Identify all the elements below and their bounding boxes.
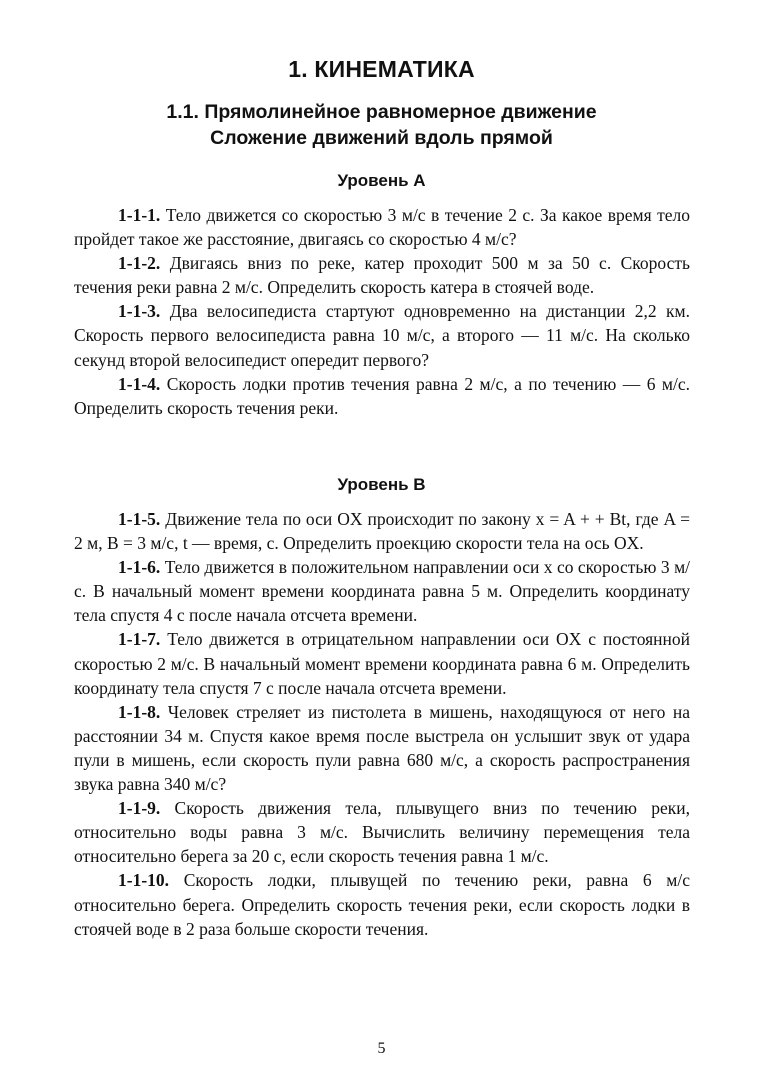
problem-text: Двигаясь вниз по реке, катер проходит 500 м за 50 с. Скорость течения реки равна 2 м/с. Определить скорость катера в стоячей воде. — [74, 253, 690, 298]
page-number: 5 — [377, 1040, 386, 1057]
problem-item — [74, 700, 690, 796]
problem-number: 1-1-2. — [118, 253, 161, 274]
problem-item — [74, 507, 690, 555]
problem-text: Скорость лодки против течения равна 2 м/с, а по течению — 6 м/с. Определить скорость течения реки. — [74, 373, 690, 418]
problem-text: Тело движется со скоростью 3 м/с в течение 2 с. За какое время тело пройдет такое же расстояние, двигаясь со скоростью 4 м/с? — [74, 205, 690, 250]
problem-item — [74, 372, 690, 420]
problem-item — [74, 868, 690, 940]
problem-number: 1-1-5. — [118, 509, 161, 529]
problem-item — [74, 203, 690, 251]
problem-text: Движение тела по оси OX происходит по закону x = A + + Bt, где A = 2 м, B = 3 м/с, t — время, с. Определить проекцию скорости тела на ось OX. — [74, 509, 690, 554]
section-title — [0, 99, 763, 151]
problem-item — [74, 555, 690, 627]
problem-text: Скорость движения тела, плывущего вниз по течению реки, относительно воды равна 3 м/с. Вычислить величину перемещения тела относительно берега за 20 с, если скорость течения равна 1 м/с. — [74, 798, 690, 867]
problem-text: Тело движется в положительном направлении оси x со скоростью 3 м/с. В начальный момент времени координата равна 5 м. Определить координату тела спустя 4 с после начала отсчета времени. — [74, 557, 691, 626]
level-a-heading: Уровень A — [337, 171, 426, 190]
problem-item — [74, 627, 690, 699]
problem-number: 1-1-9. — [118, 798, 161, 819]
problem-number: 1-1-1. — [118, 205, 161, 225]
level-b-problems — [74, 507, 690, 941]
problem-item — [74, 299, 690, 371]
level-a-problems — [74, 203, 690, 420]
problem-number: 1-1-4. — [118, 373, 161, 394]
level-b-heading: Уровень B — [337, 475, 426, 494]
section-title-line-1: 1.1. Прямолинейное равномерное движение — [166, 101, 597, 123]
problem-number: 1-1-8. — [118, 701, 161, 722]
problem-number: 1-1-6. — [118, 557, 161, 578]
problem-item — [74, 796, 690, 868]
problem-text: Два велосипедиста стартуют одновременно на дистанции 2,2 км. Скорость первого велосипедиста равна 10 м/с, а второго — 11 м/с. На сколько секунд второй велосипедист опередит первого? — [74, 301, 691, 370]
problem-item — [74, 251, 690, 299]
problem-number: 1-1-10. — [118, 870, 170, 891]
section-title-line-2: Сложение движений вдоль прямой — [210, 127, 553, 149]
problem-text: Тело движется в отрицательном направлении оси OX с постоянной скоростью 2 м/с. В начальный момент времени координата равна 6 м. Определить координату тела спустя 7 с после начала отсчета времени. — [74, 629, 691, 698]
problem-number: 1-1-7. — [118, 629, 161, 650]
problem-text: Скорость лодки, плывущей по течению реки, равна 6 м/с относительно берега. Определить скорость течения реки, если скорость лодки в стоячей воде в 2 раза больше скорости течения. — [74, 870, 691, 939]
chapter-title: 1. КИНЕМАТИКА — [288, 56, 475, 82]
problem-number: 1-1-3. — [118, 301, 161, 322]
problem-text: Человек стреляет из пистолета в мишень, находящуюся от него на расстоянии 34 м. Спустя какое время после выстрела он услышит звук от удара пули в мишень, если скорость пули равна 680 м/с, а скорость распространения звука равна 340 м/с? — [74, 701, 691, 795]
